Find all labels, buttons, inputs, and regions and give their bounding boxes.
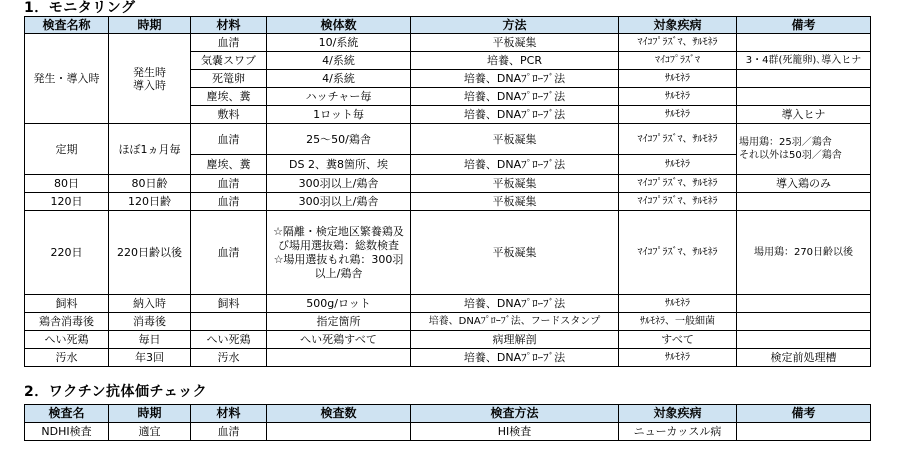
note-cell xyxy=(737,193,871,211)
disease-cell: ﾏｲｺﾌﾟﾗｽﾞﾏ、ｻﾙﾓﾈﾗ xyxy=(619,124,737,155)
note-cell xyxy=(737,331,871,349)
count-cell: 10/系統 xyxy=(267,34,411,52)
note-cell: 導入ヒナ xyxy=(737,106,871,124)
disease-cell: ﾏｲｺﾌﾟﾗｽﾞﾏ、ｻﾙﾓﾈﾗ xyxy=(619,211,737,295)
monitoring-section-title: 1．モニタリング xyxy=(24,0,136,16)
material-cell: 血清 xyxy=(191,211,267,295)
header-cell: 検体数 xyxy=(267,17,411,34)
method-cell: 培養、DNAﾌﾟﾛｰﾌﾞ法 xyxy=(411,155,619,175)
exam-name-cell: 飼料 xyxy=(25,295,109,313)
period-cell: 220日齢以後 xyxy=(109,211,191,295)
note-cell xyxy=(737,423,871,441)
header-cell: 時期 xyxy=(109,405,191,423)
count-cell: DS 2、糞8箇所、埃 xyxy=(267,155,411,175)
count-cell: 25～50/鶏舎 xyxy=(267,124,411,155)
method-cell: 平板凝集 xyxy=(411,175,619,193)
material-cell: 汚水 xyxy=(191,349,267,367)
note-cell: 場用鶏：270日齢以後 xyxy=(737,211,871,295)
table-row xyxy=(25,331,871,349)
disease-cell: ニューカッスル病 xyxy=(619,423,737,441)
header-cell: 検査方法 xyxy=(411,405,619,423)
material-cell: 血清 xyxy=(191,124,267,155)
table-row xyxy=(25,349,871,367)
disease-cell: ｻﾙﾓﾈﾗ xyxy=(619,88,737,106)
period-cell: ほぼ1ヵ月毎 xyxy=(109,124,191,175)
exam-name-cell: 定期 xyxy=(25,124,109,175)
count-cell: 500g/ロット xyxy=(267,295,411,313)
period-cell: 発生時 導入時 xyxy=(109,34,191,124)
material-cell: 塵埃、糞 xyxy=(191,155,267,175)
note-cell: 導入鶏のみ xyxy=(737,175,871,193)
monitoring-table xyxy=(24,16,871,367)
count-cell: 1ロット毎 xyxy=(267,106,411,124)
method-cell: 病理解剖 xyxy=(411,331,619,349)
material-cell: 血清 xyxy=(191,423,267,441)
material-cell: 敷料 xyxy=(191,106,267,124)
material-cell: へい死鶏 xyxy=(191,331,267,349)
header-cell: 備考 xyxy=(737,405,871,423)
note-cell: 検定前処理槽 xyxy=(737,349,871,367)
exam-name-cell: 220日 xyxy=(25,211,109,295)
count-cell: 300羽以上/鶏舎 xyxy=(267,193,411,211)
count-cell: 4/系統 xyxy=(267,52,411,70)
count-cell: ☆隔離・検定地区繁養鶏及び場用選抜鶏：総数検査 ☆場用選抜もれ鶏：300羽以上/鶏舎 xyxy=(267,211,411,295)
material-cell: 血清 xyxy=(191,175,267,193)
disease-cell: ｻﾙﾓﾈﾗ xyxy=(619,349,737,367)
header-cell: 時期 xyxy=(109,17,191,34)
material-cell xyxy=(191,313,267,331)
note-cell xyxy=(737,70,871,88)
disease-cell: ｻﾙﾓﾈﾗ xyxy=(619,70,737,88)
note-cell xyxy=(737,88,871,106)
material-cell: 血清 xyxy=(191,193,267,211)
count-cell xyxy=(267,423,411,441)
disease-cell: すべて xyxy=(619,331,737,349)
period-cell: 毎日 xyxy=(109,331,191,349)
period-cell: 消毒後 xyxy=(109,313,191,331)
table-row xyxy=(25,295,871,313)
exam-name-cell: へい死鶏 xyxy=(25,331,109,349)
table-row xyxy=(25,124,871,155)
table-header-row xyxy=(25,17,871,34)
header-cell: 材料 xyxy=(191,405,267,423)
period-cell: 120日齢 xyxy=(109,193,191,211)
table-row xyxy=(25,175,871,193)
material-cell: 血清 xyxy=(191,34,267,52)
method-cell: 平板凝集 xyxy=(411,193,619,211)
method-cell: 培養、DNAﾌﾟﾛｰﾌﾞ法 xyxy=(411,295,619,313)
material-cell: 死篭卵 xyxy=(191,70,267,88)
exam-name-cell: 発生・導入時 xyxy=(25,34,109,124)
vaccine-section-title: 2．ワクチン抗体価チェック xyxy=(24,384,208,400)
method-cell: 平板凝集 xyxy=(411,34,619,52)
period-cell: 適宜 xyxy=(109,423,191,441)
header-cell: 対象疾病 xyxy=(619,17,737,34)
method-cell: 培養、DNAﾌﾟﾛｰﾌﾞ法 xyxy=(411,70,619,88)
table-row xyxy=(25,193,871,211)
period-cell: 80日齢 xyxy=(109,175,191,193)
table-row xyxy=(25,313,871,331)
table-row xyxy=(25,423,871,441)
count-cell: 指定箇所 xyxy=(267,313,411,331)
method-cell: 培養、DNAﾌﾟﾛｰﾌﾞ法 xyxy=(411,349,619,367)
method-cell: 培養、DNAﾌﾟﾛｰﾌﾞ法 xyxy=(411,88,619,106)
count-cell: へい死鶏すべて xyxy=(267,331,411,349)
note-cell xyxy=(737,313,871,331)
disease-cell: ﾏｲｺﾌﾟﾗｽﾞﾏ xyxy=(619,52,737,70)
method-cell: 平板凝集 xyxy=(411,124,619,155)
note-cell: 3・4群(死籠卵)､導入ヒナ xyxy=(737,52,871,70)
header-cell: 対象疾病 xyxy=(619,405,737,423)
period-cell: 納入時 xyxy=(109,295,191,313)
header-cell: 備考 xyxy=(737,17,871,34)
note-cell xyxy=(737,34,871,52)
disease-cell: ﾏｲｺﾌﾟﾗｽﾞﾏ、ｻﾙﾓﾈﾗ xyxy=(619,193,737,211)
method-cell: 培養、DNAﾌﾟﾛｰﾌﾞ法 xyxy=(411,106,619,124)
header-cell: 方法 xyxy=(411,17,619,34)
disease-cell: ﾏｲｺﾌﾟﾗｽﾞﾏ、ｻﾙﾓﾈﾗ xyxy=(619,175,737,193)
header-cell: 材料 xyxy=(191,17,267,34)
header-cell: 検査名称 xyxy=(25,17,109,34)
note-cell: 場用鶏：25羽／鶏舎 それ以外は50羽／鶏舎 xyxy=(737,124,871,175)
disease-cell: ｻﾙﾓﾈﾗ、一般細菌 xyxy=(619,313,737,331)
disease-cell: ｻﾙﾓﾈﾗ xyxy=(619,155,737,175)
count-cell: ハッチャー毎 xyxy=(267,88,411,106)
exam-name-cell: 鶏舎消毒後 xyxy=(25,313,109,331)
disease-cell: ｻﾙﾓﾈﾗ xyxy=(619,106,737,124)
count-cell xyxy=(267,349,411,367)
count-cell: 4/系統 xyxy=(267,70,411,88)
material-cell: 気嚢スワブ xyxy=(191,52,267,70)
exam-name-cell: 汚水 xyxy=(25,349,109,367)
table-row xyxy=(25,34,871,52)
table-header-row xyxy=(25,405,871,423)
method-cell: 平板凝集 xyxy=(411,211,619,295)
header-cell: 検査名 xyxy=(25,405,109,423)
note-cell xyxy=(737,295,871,313)
disease-cell: ｻﾙﾓﾈﾗ xyxy=(619,295,737,313)
header-cell: 検査数 xyxy=(267,405,411,423)
exam-name-cell: 120日 xyxy=(25,193,109,211)
material-cell: 飼料 xyxy=(191,295,267,313)
vaccine-table xyxy=(24,404,871,441)
disease-cell: ﾏｲｺﾌﾟﾗｽﾞﾏ、ｻﾙﾓﾈﾗ xyxy=(619,34,737,52)
method-cell: 培養、PCR xyxy=(411,52,619,70)
exam-name-cell: NDHI検査 xyxy=(25,423,109,441)
period-cell: 年3回 xyxy=(109,349,191,367)
count-cell: 300羽以上/鶏舎 xyxy=(267,175,411,193)
exam-name-cell: 80日 xyxy=(25,175,109,193)
table-row xyxy=(25,211,871,295)
material-cell: 塵埃、糞 xyxy=(191,88,267,106)
method-cell: HI検査 xyxy=(411,423,619,441)
method-cell: 培養、DNAﾌﾟﾛｰﾌﾞ法、フードスタンプ xyxy=(411,313,619,331)
